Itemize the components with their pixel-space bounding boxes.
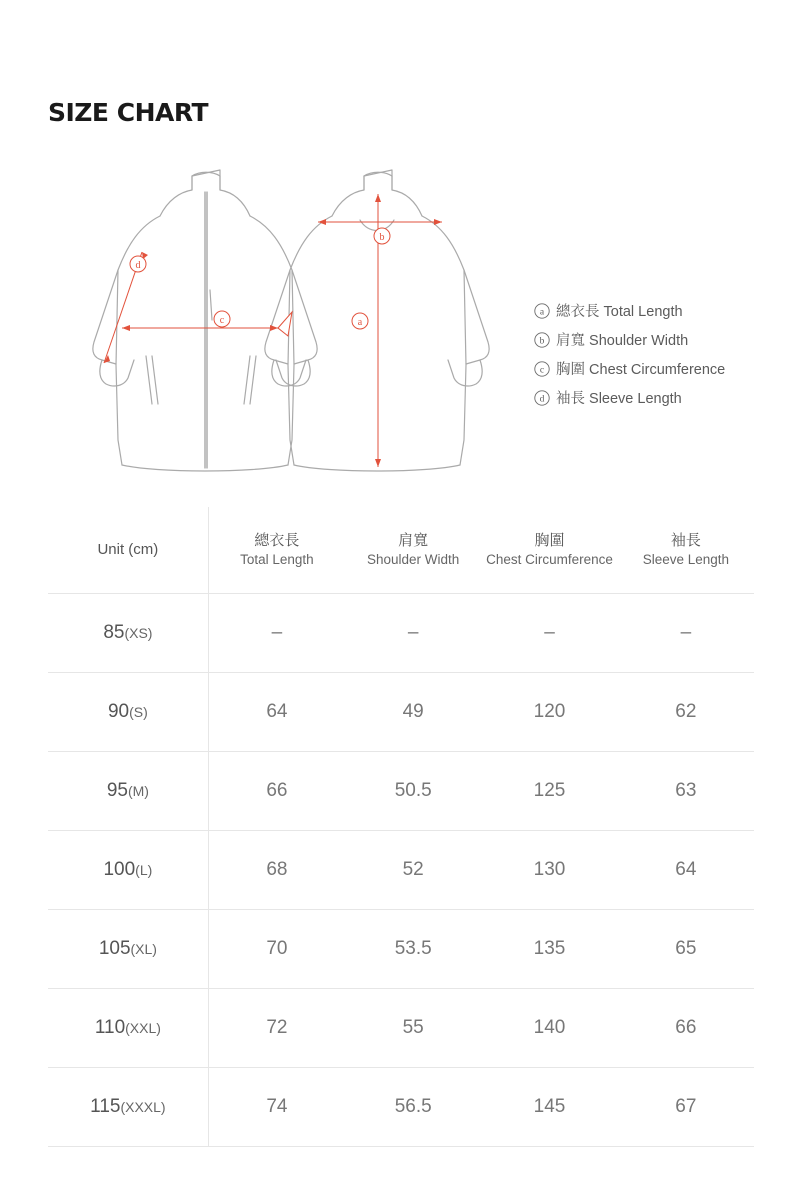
cell-chest-circumference: 145 — [481, 1068, 617, 1147]
cell-total-length: – — [208, 594, 345, 673]
marker-a — [352, 313, 368, 329]
row-size-number: 110 — [94, 1017, 126, 1038]
legend-label-d: 袖長 Sleeve Length — [556, 391, 682, 407]
row-size-suffix: (XS) — [124, 625, 153, 641]
column-header-total-length — [208, 507, 345, 594]
circled-d-icon — [533, 389, 551, 407]
row-size-suffix: (L) — [135, 862, 153, 878]
row-size-number: 85 — [103, 622, 125, 643]
column-header-sleeve-length — [618, 507, 754, 594]
cell-total-length: 70 — [208, 910, 345, 989]
cell-chest-circumference: 130 — [481, 831, 617, 910]
legend-item-b — [533, 325, 793, 354]
cell-total-length: 64 — [208, 673, 345, 752]
table-row — [48, 594, 754, 673]
cell-sleeve-length: 66 — [618, 989, 754, 1068]
cell-shoulder-width: 56.5 — [345, 1068, 481, 1147]
cell-chest-circumference: – — [481, 594, 617, 673]
row-size-label — [48, 831, 208, 910]
cell-sleeve-length: 62 — [618, 673, 754, 752]
table-body — [48, 594, 754, 1147]
row-size-number: 105 — [98, 938, 131, 959]
legend-item-a — [533, 296, 793, 325]
column-header-total-length-cn: 總衣長 — [254, 531, 300, 549]
row-size-label — [48, 1068, 208, 1147]
table-header — [48, 507, 754, 594]
table-row — [48, 989, 754, 1068]
svg-text:a: a — [357, 317, 363, 328]
circled-c-icon — [533, 360, 551, 378]
row-size-suffix: (M) — [127, 783, 149, 799]
column-header-sleeve-length-en: Sleeve Length — [642, 552, 730, 568]
column-header-chest-circumference — [481, 507, 617, 594]
garment-back-view — [265, 170, 489, 471]
svg-text:b: b — [539, 336, 545, 346]
row-size-label — [48, 673, 208, 752]
cell-sleeve-length: 63 — [618, 752, 754, 831]
svg-text:c: c — [219, 315, 225, 326]
legend-label-a: 總衣長 Total Length — [556, 304, 683, 320]
cell-total-length: 68 — [208, 831, 345, 910]
svg-text:d: d — [539, 394, 545, 404]
row-size-suffix: (S) — [129, 704, 148, 720]
column-header-shoulder-width-cn: 肩寬 — [398, 531, 429, 549]
row-size-suffix: (XXXL) — [120, 1099, 166, 1115]
page-title: SIZE CHART — [48, 98, 209, 127]
cell-sleeve-length: – — [618, 594, 754, 673]
garment-illustration — [60, 160, 500, 490]
cell-chest-circumference: 120 — [481, 673, 617, 752]
cell-shoulder-width: 55 — [345, 989, 481, 1068]
row-size-suffix: (XL) — [130, 941, 157, 957]
svg-text:a: a — [539, 307, 545, 317]
circled-b-icon — [533, 331, 551, 349]
cell-shoulder-width: – — [345, 594, 481, 673]
cell-chest-circumference: 135 — [481, 910, 617, 989]
legend-label-b: 肩寬 Shoulder Width — [556, 333, 689, 349]
cell-sleeve-length: 65 — [618, 910, 754, 989]
legend — [533, 296, 793, 412]
svg-text:b: b — [379, 232, 385, 243]
cell-sleeve-length: 64 — [618, 831, 754, 910]
column-header-chest-circumference-cn: 胸圍 — [534, 531, 565, 549]
row-size-number: 100 — [103, 859, 136, 880]
column-header-sleeve-length-cn: 袖長 — [670, 531, 701, 549]
column-header-chest-circumference-en: Chest Circumference — [486, 552, 613, 568]
row-size-label — [48, 910, 208, 989]
marker-b — [374, 228, 390, 244]
row-size-number: 90 — [107, 701, 130, 722]
marker-d — [130, 256, 146, 272]
cell-total-length: 74 — [208, 1068, 345, 1147]
cell-total-length: 66 — [208, 752, 345, 831]
cell-chest-circumference: 125 — [481, 752, 617, 831]
cell-shoulder-width: 50.5 — [345, 752, 481, 831]
cell-chest-circumference: 140 — [481, 989, 617, 1068]
column-header-shoulder-width-en: Shoulder Width — [367, 552, 460, 568]
row-size-number: 115 — [90, 1096, 121, 1117]
garment-front-view — [93, 170, 317, 471]
legend-item-c — [533, 354, 793, 383]
size-chart-table — [48, 507, 754, 1147]
cell-shoulder-width: 53.5 — [345, 910, 481, 989]
row-size-label — [48, 594, 208, 673]
legend-label-c: 胸圍 Chest Circumference — [556, 362, 726, 378]
table-row — [48, 1068, 754, 1147]
column-header-shoulder-width — [345, 507, 481, 594]
table-row — [48, 752, 754, 831]
row-size-label — [48, 989, 208, 1068]
table-row — [48, 910, 754, 989]
cell-total-length: 72 — [208, 989, 345, 1068]
cell-shoulder-width: 52 — [345, 831, 481, 910]
row-size-suffix: (XXL) — [125, 1020, 161, 1036]
legend-item-d — [533, 383, 793, 412]
table-row — [48, 673, 754, 752]
table-header-row — [48, 507, 754, 594]
cell-shoulder-width: 49 — [345, 673, 481, 752]
illustration-markers — [130, 228, 390, 329]
row-size-label — [48, 752, 208, 831]
cell-sleeve-length: 67 — [618, 1068, 754, 1147]
row-size-number: 95 — [106, 780, 128, 801]
table-row — [48, 831, 754, 910]
column-header-total-length-en: Total Length — [240, 552, 314, 568]
svg-text:c: c — [539, 365, 545, 375]
circled-a-icon — [533, 302, 551, 320]
marker-c — [214, 311, 230, 327]
column-header-unit: Unit (cm) — [48, 507, 208, 594]
svg-text:d: d — [135, 260, 141, 271]
